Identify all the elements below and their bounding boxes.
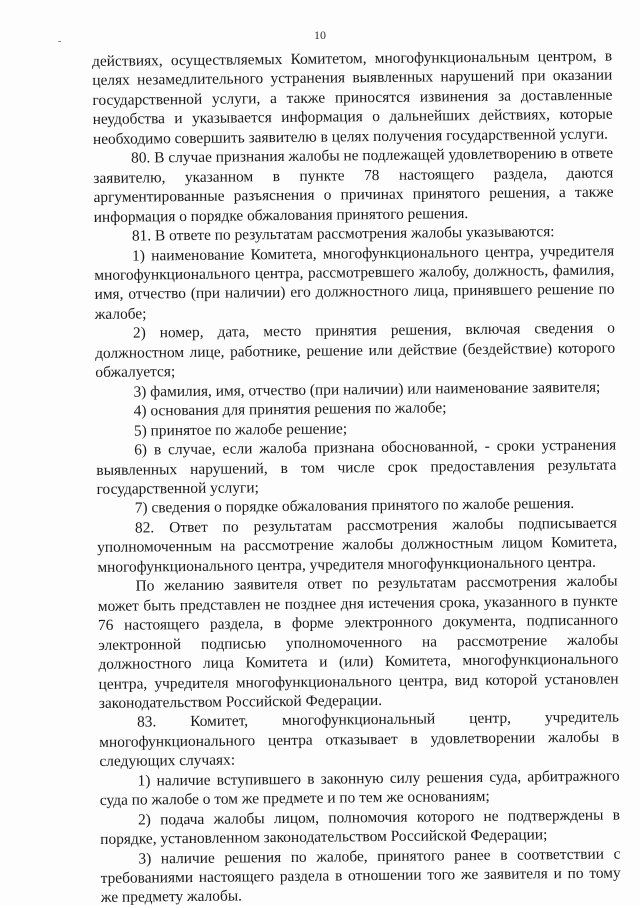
list-item-83-3: 3) наличие решения по жалобе, принятого ранее в соответствии с требованиями настоящего раздела в отношении того же заявителя и по тому же предмету жалобы. bbox=[100, 845, 621, 907]
paragraph-83: 83. Комитет, многофункциональный центр, учредитель многофункционального центра отказывает в удовлетворении жалобы в следующих случаях: bbox=[99, 708, 620, 771]
list-item-81-5: 5) принятое по жалобе решение; bbox=[133, 419, 348, 440]
page-number: 10 bbox=[314, 28, 326, 42]
paragraph-81: 81. В ответе по результатам рассмотрения жалобы указываются: bbox=[131, 223, 555, 245]
paragraph-80: 80. В случае признания жалобы не подлежащей удовлетворению в ответе заявителю, указанном в пункте 78 настоящего раздела, даются аргументированные разъяснения о причинах принятого решения, а также информация о порядке обжалования принятого решения. bbox=[93, 144, 614, 226]
document-body bbox=[92, 47, 621, 908]
paragraph-82: 82. Ответ по результатам рассмотрения жалобы подписывается уполномоченным на рассмотрение жалобы должностным лицом Комитета, многофункционального центра, учредителя многофункционального центра. bbox=[97, 514, 618, 576]
list-item-81-3: 3) фамилия, имя, отчество (при наличии) или наименование заявителя; bbox=[133, 378, 601, 401]
paragraph-79-continuation: действиях, осуществляемых Комитетом, многофункциональным центром, в целях незамедлительного устранения выявленных нарушений при оказании государственной услуги, а также приносятся извинения за доставленные неудобства и указывается информация о дальнейших действиях, которые необходимо совершить заявителю в целях получения государственной услуги. bbox=[92, 47, 613, 148]
list-item-81-2: 2) номер, дата, место принятия решения, включая сведения о должностном лице, работнике, решение или действие (бездействие) которого обжалуется; bbox=[95, 319, 616, 382]
scan-mark: - bbox=[58, 36, 62, 47]
list-item-83-1: 1) наличие вступившего в законную силу решения суда, арбитражного суда по жалобе о том же предмете и по тем же основаниям; bbox=[99, 767, 620, 810]
list-item-81-6: 6) в случае, если жалоба признана обоснованной, - сроки устранения выявленных нарушений, в том числе срок предоставления результата государственной услуги; bbox=[96, 436, 617, 498]
paragraph-82-electronic-response: По желанию заявителя ответ по результатам рассмотрения жалобы может быть представлен не позднее дня истечения срока, указанного в пункте 76 настоящего раздела, в форме электронного документа, подписанного электронной подписью уполномоченного на рассмотрение жалобы должностного лица Комитета и (или) Комитета, многофункционального центра, учредителя многофункционального центра, вид которой установлен законодательством Российской Федерации. bbox=[97, 572, 619, 712]
list-item-81-4: 4) основания для принятия решения по жалобе; bbox=[133, 399, 447, 420]
list-item-81-1: 1) наименование Комитета, многофункционального центра, учредителя многофункционального центра, рассмотревшего жалобу, должность, фамилия, имя, отчество (при наличии) его должностного лица, принявшего решение по жалобе; bbox=[94, 242, 615, 323]
list-item-81-7: 7) сведения о порядке обжалования принятого по жалобе решения. bbox=[134, 495, 575, 517]
list-item-83-2: 2) подача жалобы лицом, полномочия которого не подтверждены в порядке, установленном законодательством Российской Федерации; bbox=[100, 806, 621, 849]
